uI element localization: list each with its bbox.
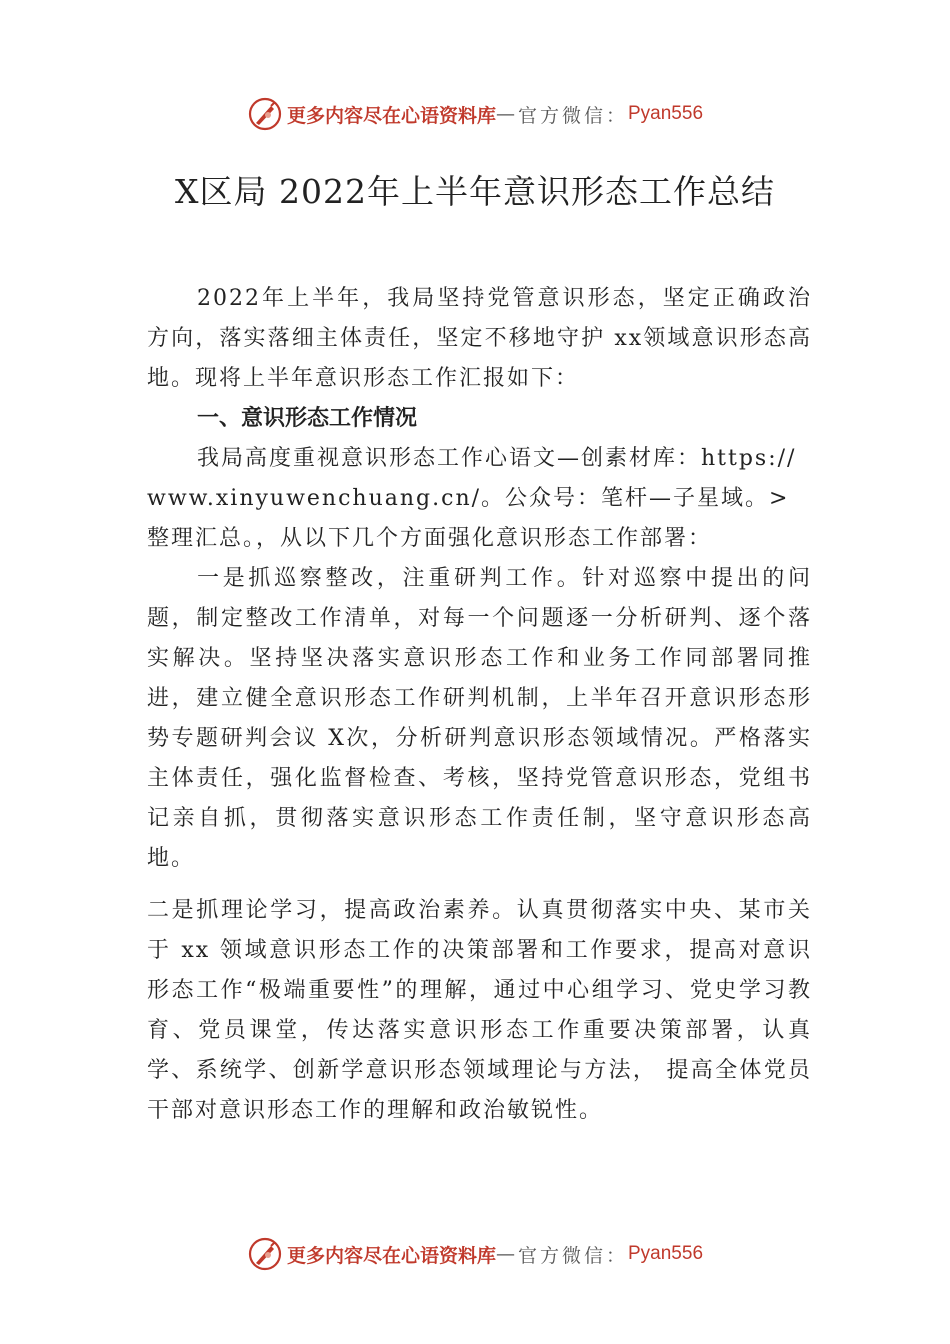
banner-text: 更多内容尽在心语资料库 [286,104,496,127]
banner-wechat-id: Pyan556 [628,103,704,124]
document-body [147,279,812,1131]
intro-paragraph: 2022年上半年，我局坚持党管意识形态，坚定正确政治方向，落实落细主体责任，坚定不移地守护 xx领域意识形态高地。现将上半年意识形态工作汇报如下： [147,286,812,391]
header-banner [0,94,950,134]
pen-circle-logo-icon [247,1236,283,1272]
pen-circle-logo-icon [247,96,283,132]
section-heading: 一、意识形态工作情况 [197,406,418,431]
footer-banner [0,1234,950,1274]
banner-dash: — [495,1243,518,1265]
paragraph-1: 我局高度重视意识形态工作心语文—创素材库：https://www.xinyuwenchuang.cn/。公众号：笔杆—子星域。>整理汇总。，从以下几个方面强化意识形态工作部署： [147,446,797,551]
banner-dash: — [495,103,518,125]
document-title: X区局 2022年上半年意识形态工作总结 [175,172,775,211]
banner-wechat-label: 官方微信： [517,104,628,127]
banner-text: 更多内容尽在心语资料库 [286,1244,496,1267]
banner-wechat-id: Pyan556 [628,1243,704,1264]
paragraph-3: 二是抓理论学习，提高政治素养。认真贯彻落实中央、某市关于 xx 领域意识形态工作的决策部署和工作要求，提高对意识形态工作“极端重要性”的理解，通过中心组学习、党史学习教育、党员课堂，传达落实意识形态工作重要决策部署，认真学、系统学、创新学意识形态领域理论与方法， 提高全体党员干部对意识形态工作的理解和政治敏锐性。 [147,898,812,1123]
paragraph-2: 一是抓巡察整改，注重研判工作。针对巡察中提出的问题，制定整改工作清单，对每一个问题逐一分析研判、逐个落实解决。坚持坚决落实意识形态工作和业务工作同部署同推进，建立健全意识形态工作研判机制，上半年召开意识形态形势专题研判会议 X次，分析研判意识形态领域情况。严格落实主体责任，强化监督检查、考核，坚持党管意识形态，党组书记亲自抓，贯彻落实意识形态工作责任制，坚守意识形态高地。 [147,566,812,871]
banner-wechat-label: 官方微信： [517,1244,628,1267]
